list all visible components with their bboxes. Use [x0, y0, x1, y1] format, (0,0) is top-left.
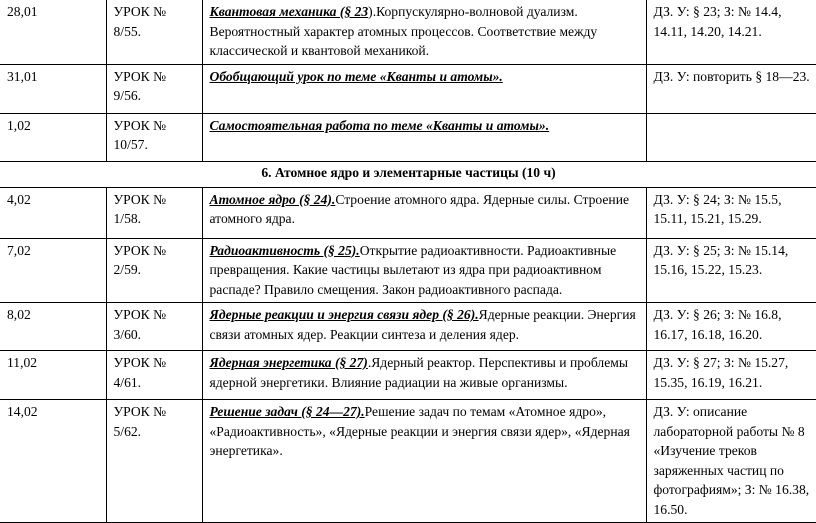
date-cell: 28,01 [0, 0, 106, 64]
section-title: 6. Атомное ядро и элементарные частицы (10 ч) [0, 161, 816, 187]
table-row [0, 113, 816, 161]
lesson-cell: УРОК № 10/57. [106, 113, 202, 161]
date-cell: 31,01 [0, 64, 106, 113]
homework-cell: ДЗ. У: § 26; З: № 16.8, 16.17, 16.18, 16.20. [646, 303, 816, 351]
topic-description: Открытие радиоактивности. Радиоактивные превращения. Какие частицы вылетают из ядра при радиоактивном распаде? Правило смещения. Закон радиоактивного распада. [209, 242, 617, 297]
table-row [0, 187, 816, 238]
lesson-cell: УРОК № 4/61. [106, 351, 202, 400]
topic-cell [202, 400, 646, 523]
table-row [0, 303, 816, 351]
date-cell: 4,02 [0, 187, 106, 238]
date-cell: 1,02 [0, 113, 106, 161]
lesson-cell: УРОК № 5/62. [106, 400, 202, 523]
homework-cell: ДЗ. У: § 24; З: № 15.5, 15.11, 15.21, 15.29. [646, 187, 816, 238]
homework-cell [646, 113, 816, 161]
section-header-row [0, 161, 816, 187]
topic-title: Квантовая механика (§ 23 [209, 4, 369, 19]
homework-cell: ДЗ. У: повторить § 18—23. [646, 64, 816, 113]
topic-cell [202, 187, 646, 238]
lesson-cell: УРОК № 8/55. [106, 0, 202, 64]
lesson-cell: УРОК № 9/56. [106, 64, 202, 113]
date-cell: 14,02 [0, 400, 106, 523]
table-row [0, 351, 816, 400]
date-cell: 8,02 [0, 303, 106, 351]
topic-title: Атомное ядро (§ 24). [209, 191, 336, 207]
topic-cell [202, 351, 646, 400]
topic-title: Самостоятельная работа по теме «Кванты и атомы». [209, 117, 550, 133]
topic-cell [202, 0, 646, 64]
table-row [0, 64, 816, 113]
topic-description: Решение задач по темам «Атомное ядро», «Радиоактивность», «Ядерные реакции и энергия связи ядер», «Ядерная энергетика». [209, 404, 630, 458]
date-cell: 11,02 [0, 351, 106, 400]
table-row [0, 238, 816, 303]
topic-cell [202, 238, 646, 303]
topic-description: Ядерные реакции. Энергия связи атомных ядер. Реакции синтеза и деления ядер. [209, 307, 636, 342]
table-row [0, 400, 816, 523]
topic-title: Обобщающий урок по теме «Кванты и атомы». [209, 68, 503, 84]
topic-cell [202, 64, 646, 113]
homework-cell: ДЗ. У: § 23; З: № 14.4, 14.11, 14.20, 14.21. [646, 0, 816, 64]
homework-cell: ДЗ. У: § 25; З: № 15.14, 15.16, 15.22, 15.23. [646, 238, 816, 303]
lesson-cell: УРОК № 2/59. [106, 238, 202, 303]
topic-description: Строение атомного ядра. Ядерные силы. Строение атомного ядра. [209, 191, 630, 226]
homework-cell: ДЗ. У: § 27; З: № 15.27, 15.35, 16.19, 16.21. [646, 351, 816, 400]
topic-description: ).Корпускулярно-волновой дуализм. Вероятностный характер атомных процессов. Соответствие между классической и квантовой механикой. [209, 4, 598, 58]
table-row [0, 0, 816, 64]
topic-title: Ядерные реакции и энергия связи ядер (§ 26). [209, 307, 479, 322]
topic-description: .Ядерный реактор. Перспективы и проблемы ядерной энергетики. Влияние радиации на живые организмы. [209, 355, 628, 390]
topic-title: Решение задач (§ 24—27). [209, 404, 365, 419]
lesson-cell: УРОК № 1/58. [106, 187, 202, 238]
topic-title: Ядерная энергетика (§ 27) [209, 355, 368, 370]
topic-cell [202, 303, 646, 351]
lesson-cell: УРОК № 3/60. [106, 303, 202, 351]
topic-title: Радиоактивность (§ 25). [209, 242, 360, 258]
homework-cell: ДЗ. У: описание лабораторной работы № 8 «Изучение треков заряженных частиц по фотографиям»; З: № 16.38, 16.50. [646, 400, 816, 523]
date-cell: 7,02 [0, 238, 106, 303]
topic-cell [202, 113, 646, 161]
